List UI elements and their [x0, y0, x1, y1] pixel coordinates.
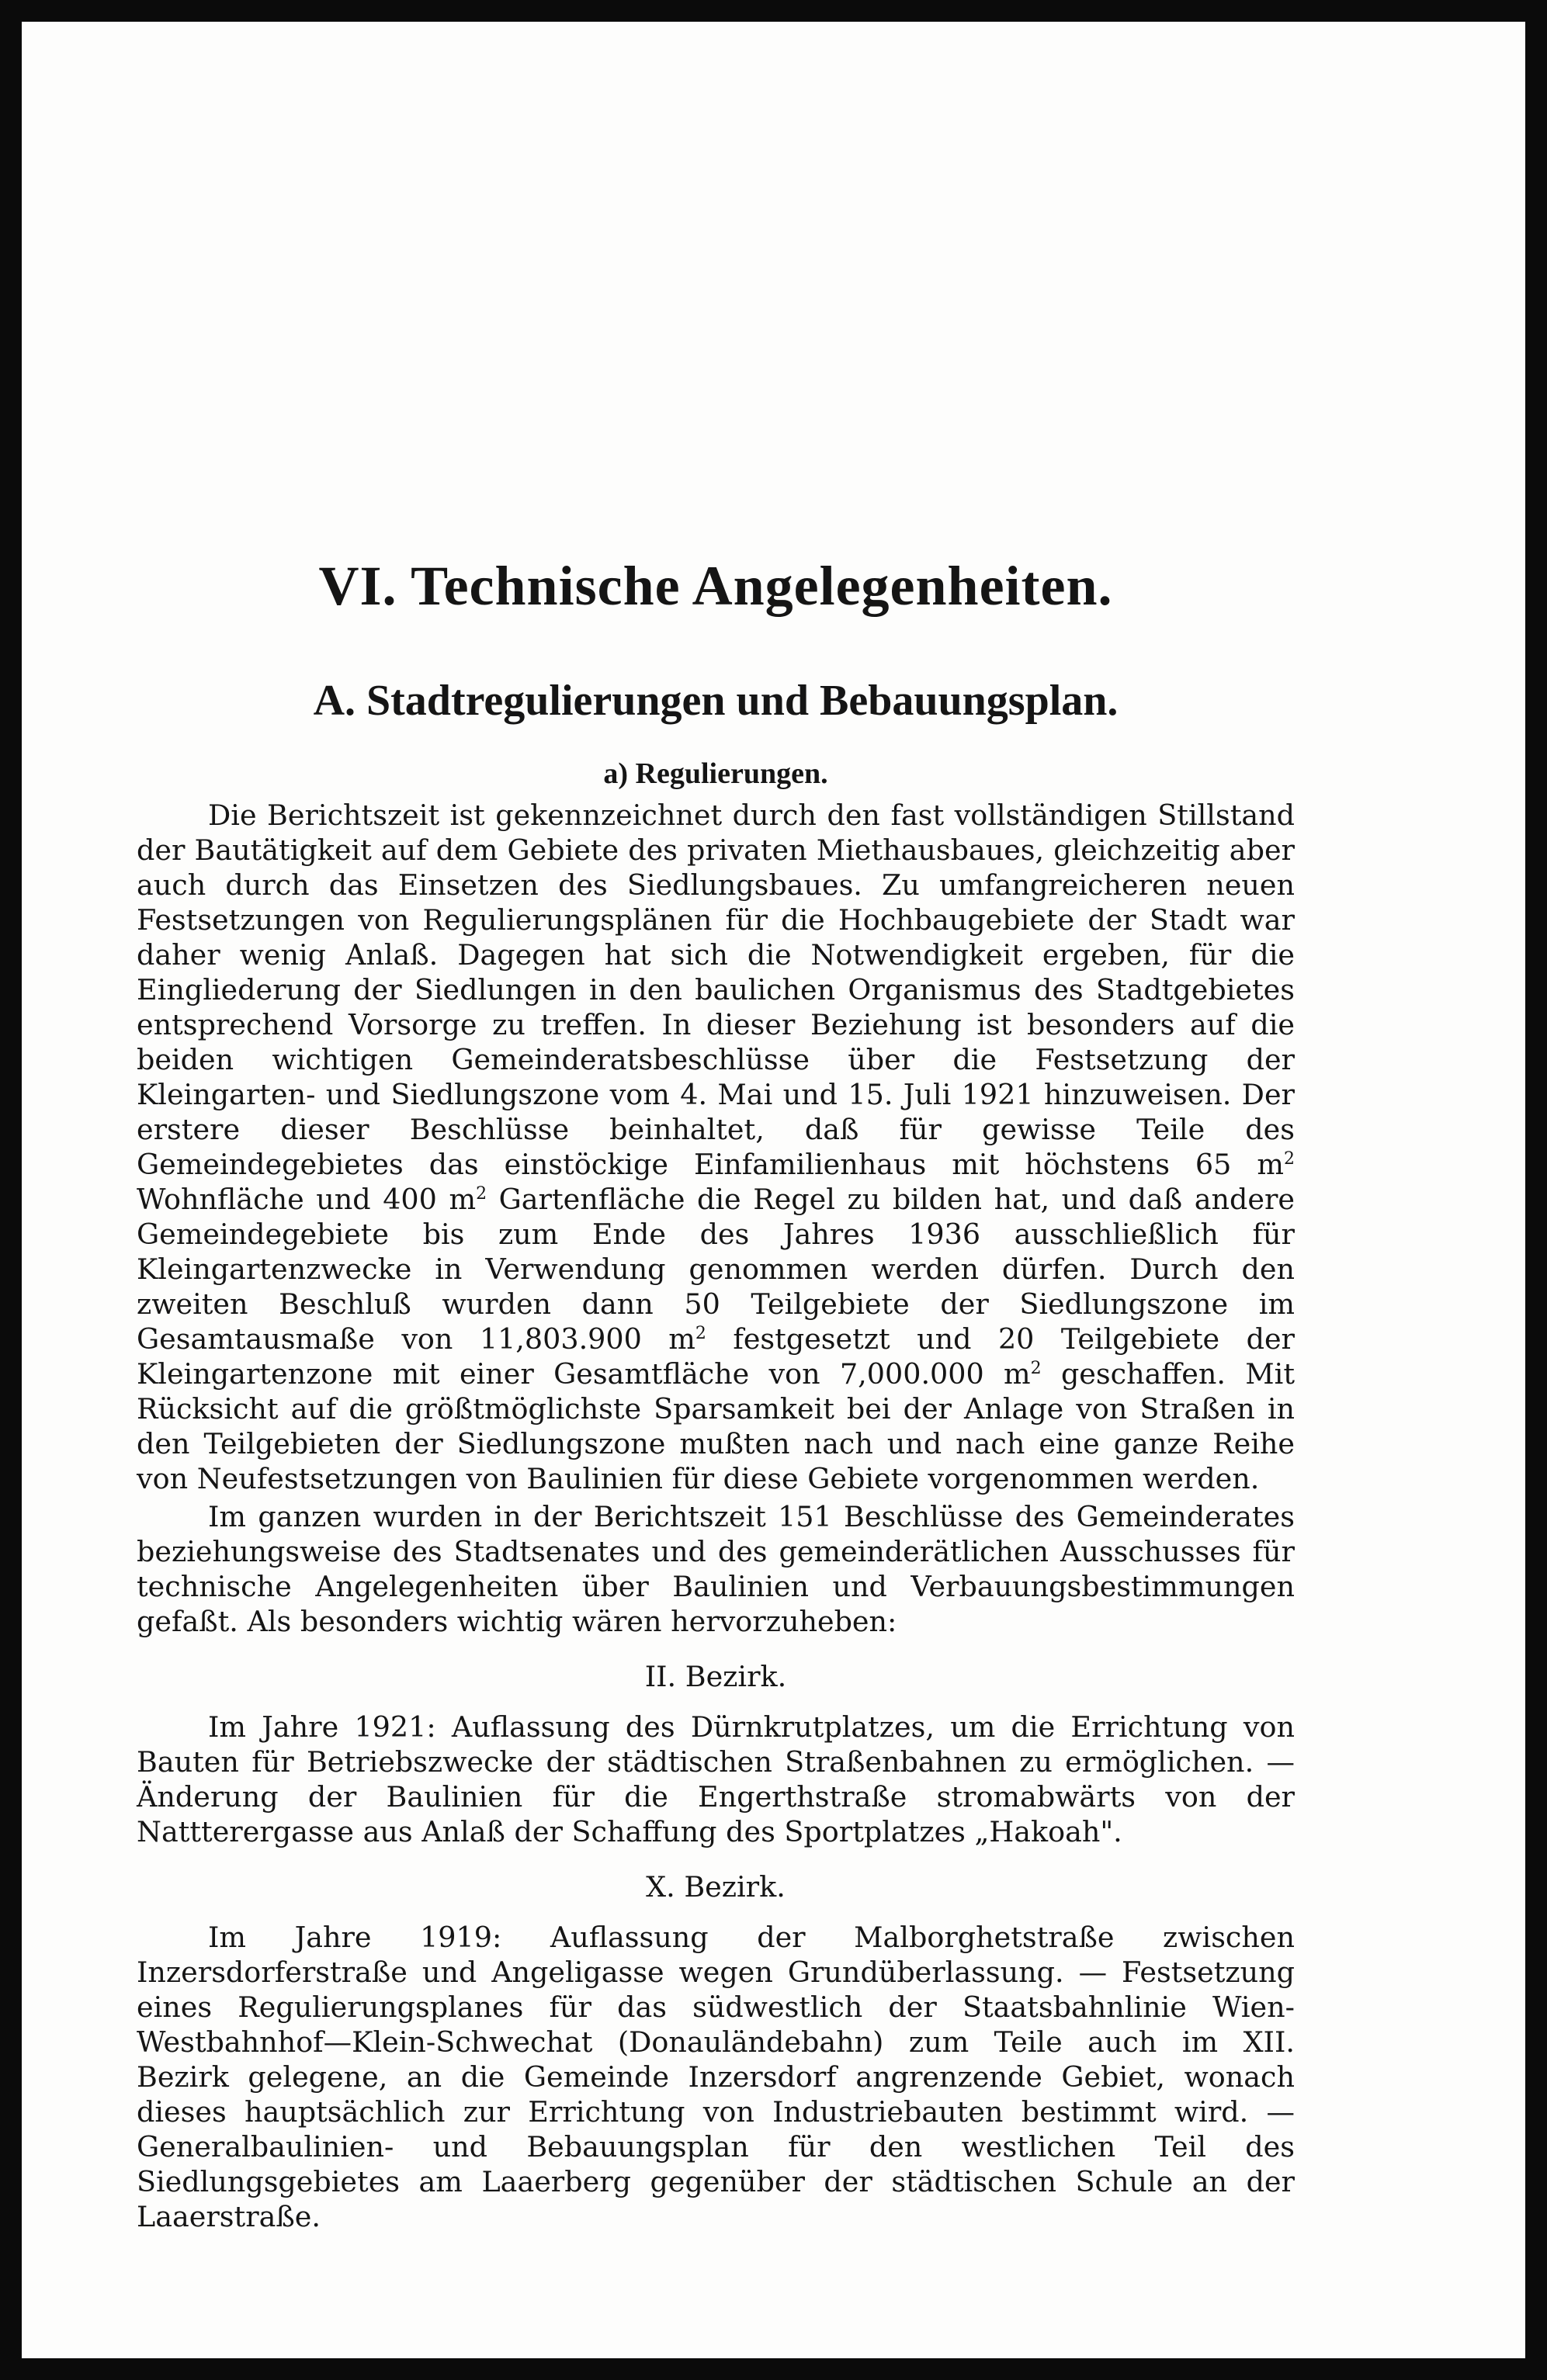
paragraph-1-text-a: Die Berichtszeit ist gekennzeichnet durch den fast vollständigen Stillstand der Bautätigkeit auf dem Gebiete des privaten Miethausbaues, gleichzeitig aber auch durch das Einsetzen des Siedlungsbaues. Zu umfangreicheren neuen Festsetzungen von Regulierungsplänen für die Hochbaugebiete der Stadt war daher wenig Anlaß. Dagegen hat sich die Notwendigkeit ergeben, für die Eingliederung der Siedlungen in den baulichen Organismus des Stadtgebietes entsprechend Vorsorge zu treffen. In dieser Beziehung ist besonders auf die beiden wichtigen Gemeinderatsbeschlüsse über die Festsetzung der Kleingarten- und Siedlungszone vom 4. Mai und 15. Juli 1921 hinzuweisen. Der erstere dieser Beschlüsse beinhaltet, daß für gewisse Teile des Gemeindegebietes das einstöckige Einfamilienhaus mit höchstens 65 m	[137, 799, 1295, 1182]
superscript-4: 2	[1030, 1359, 1042, 1379]
chapter-title: VI. Technische Angelegenheiten.	[318, 555, 1113, 617]
superscript-2: 2	[476, 1184, 487, 1204]
subsection-title: a) Regulierungen.	[603, 757, 828, 790]
paragraph-3: Im Jahre 1921: Auflassung des Dürnkrutplatzes, um die Errichtung von Bauten für Betriebszwecke der städtischen Straßenbahnen zu ermöglichen. — Änderung der Baulinien für die Engerthstraße stromabwärts von der Nattterergasse aus Anlaß der Schaffung des Sportplatzes „Hakoah".	[137, 1710, 1295, 1849]
paragraph-4: Im Jahre 1919: Auflassung der Malborghetstraße zwischen Inzersdorferstraße und Angeligasse wegen Grundüberlassung. — Festsetzung eines Regulierungsplanes für das südwestlich der Staatsbahnlinie Wien-Westbahnhof—Klein-Schwechat (Donauländebahn) zum Teile auch im XII. Bezirk gelegene, an die Gemeinde Inzersdorf angrenzende Gebiet, wonach dieses hauptsächlich zur Errichtung von Industriebauten bestimmt wird. — Generalbaulinien- und Bebauungsplan für den westlichen Teil des Siedlungsgebietes am Laaerberg gegenüber der städtischen Schule an der Laaerstraße.	[137, 1921, 1295, 2234]
superscript-3: 2	[695, 1324, 706, 1344]
district-heading-ii: II. Bezirk.	[644, 1660, 787, 1694]
superscript-1: 2	[1284, 1149, 1295, 1169]
paragraph-1	[137, 798, 1295, 1496]
document-page	[22, 22, 1525, 2358]
district-heading-x: X. Bezirk.	[646, 1870, 786, 1904]
page-content	[137, 556, 1295, 2234]
paragraph-1-text-d: festgesetzt und 20 Teilgebiete der Kleingartenzone mit einer Gesamtfläche von 7,000.000 m	[137, 1322, 1295, 1391]
paragraph-2: Im ganzen wurden in der Berichtszeit 151 Beschlüsse des Gemeinderates beziehungsweise des Stadtsenates und des gemeinderätlichen Ausschusses für technische Angelegenheiten über Baulinien und Verbauungsbestimmungen gefaßt. Als besonders wichtig wären hervorzuheben:	[137, 1500, 1295, 1639]
paragraph-1-text-c: Gartenfläche die Regel zu bilden hat, und daß andere Gemeindegebiete bis zum Ende des Jahres 1936 ausschließlich für Kleingartenzwecke in Verwendung genommen werden dürfen. Durch den zweiten Beschluß wurden dann 50 Teilgebiete der Siedlungszone im Gesamtausmaße von 11,803.900 m	[137, 1183, 1295, 1356]
section-title: A. Stadtregulierungen und Bebauungsplan.	[313, 677, 1119, 726]
paragraph-1-text-b: Wohnfläche und 400 m	[137, 1183, 477, 1217]
paragraph-1-text-e: geschaffen. Mit Rücksicht auf die größtmöglichste Sparsamkeit bei der Anlage von Straßen in den Teilgebieten der Siedlungszone mußten nach und nach eine ganze Reihe von Neufestsetzungen von Baulinien für diese Gebiete vorgenommen werden.	[137, 1357, 1296, 1496]
